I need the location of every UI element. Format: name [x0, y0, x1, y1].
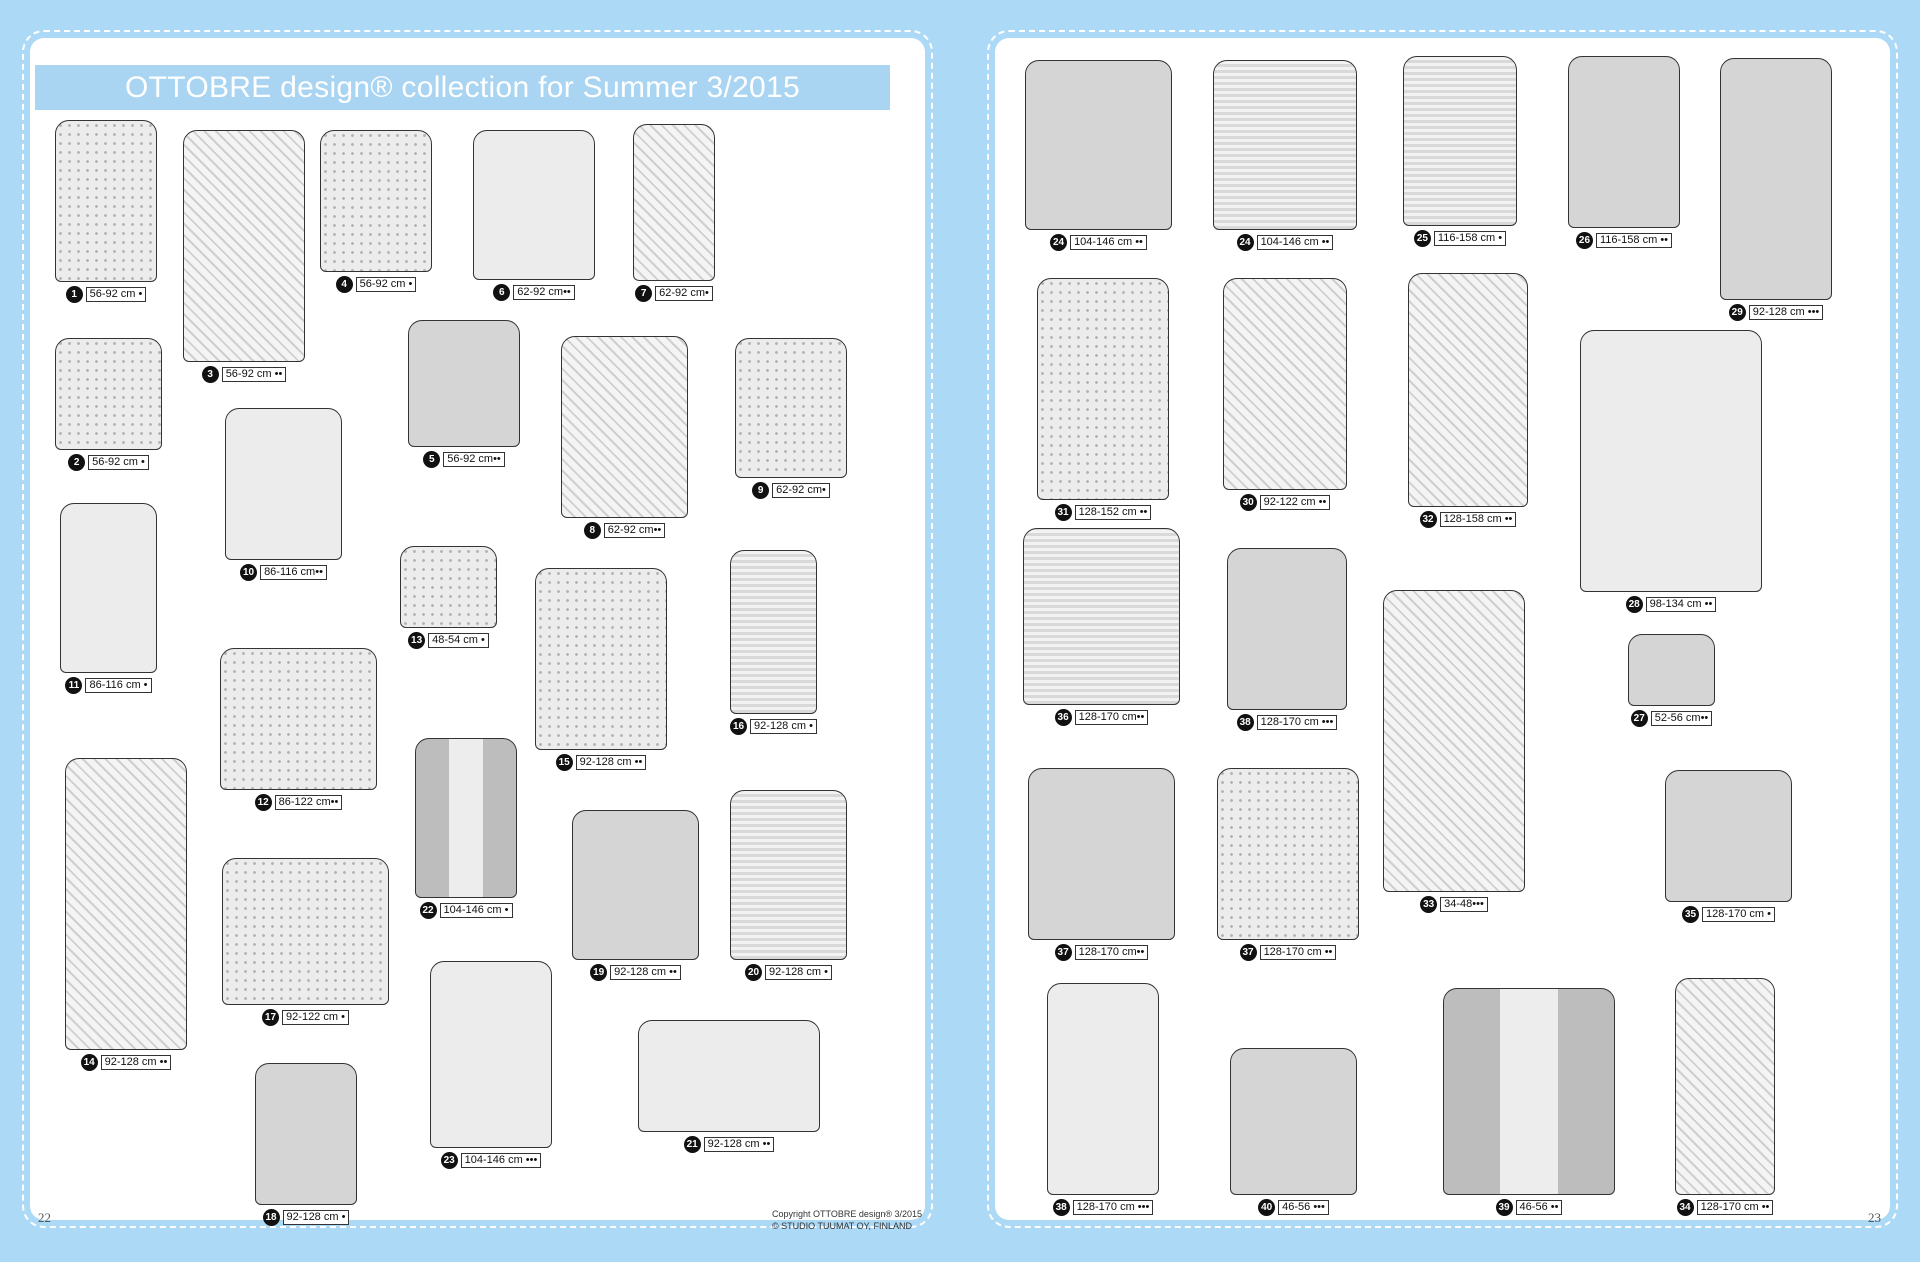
garment-label [240, 564, 327, 581]
garment-illustration [1675, 978, 1775, 1195]
garment-illustration [1023, 528, 1180, 705]
garment-label [556, 754, 647, 771]
garment-illustration [55, 338, 162, 450]
garment-item[interactable] [220, 648, 377, 811]
garment-size: 128-170 cm ••• [1073, 1200, 1154, 1215]
garment-item[interactable] [638, 1020, 820, 1153]
garment-item[interactable] [55, 120, 157, 303]
garment-size: 92-128 cm • [283, 1210, 350, 1225]
garment-size: 62-92 cm• [655, 286, 713, 301]
garment-item[interactable] [1217, 768, 1359, 961]
garment-item[interactable] [1230, 1048, 1357, 1216]
garment-size: 104-146 cm ••• [461, 1153, 542, 1168]
page-number-left: 22 [38, 1210, 51, 1225]
garment-size: 92-128 cm •• [704, 1137, 775, 1152]
garment-label [255, 794, 343, 811]
garment-illustration [1628, 634, 1715, 706]
garment-number: 20 [745, 964, 762, 981]
garment-label [423, 451, 505, 468]
garment-label [408, 632, 489, 649]
garment-label [1677, 1199, 1774, 1216]
garment-item[interactable] [1675, 978, 1775, 1216]
garment-size: 128-158 cm •• [1440, 512, 1517, 527]
garment-number: 16 [730, 718, 747, 735]
garment-illustration [561, 336, 688, 518]
garment-item[interactable] [65, 758, 187, 1071]
garment-label [1414, 230, 1506, 247]
garment-number: 1 [66, 286, 83, 303]
garment-number: 33 [1420, 896, 1437, 913]
garment-number: 27 [1631, 710, 1648, 727]
garment-illustration [55, 120, 157, 282]
garment-illustration [1227, 548, 1347, 710]
garment-item[interactable] [633, 124, 715, 302]
garment-label [493, 284, 575, 301]
garment-number: 32 [1420, 511, 1437, 528]
garment-label [66, 286, 147, 303]
garment-size: 92-128 cm ••• [1749, 305, 1824, 320]
garment-label [1420, 511, 1517, 528]
garment-number: 12 [255, 794, 272, 811]
garment-label [1055, 709, 1149, 726]
garment-illustration [1223, 278, 1347, 490]
garment-label [1240, 944, 1337, 961]
garment-item[interactable] [1443, 988, 1615, 1216]
garment-number: 24 [1237, 234, 1254, 251]
garment-illustration [1213, 60, 1357, 230]
garment-number: 25 [1414, 230, 1431, 247]
garment-label [1626, 596, 1717, 613]
garment-item[interactable] [1580, 330, 1762, 613]
garment-label [752, 482, 830, 499]
garment-item[interactable] [1028, 768, 1175, 961]
garment-size: 92-128 cm •• [576, 755, 647, 770]
garment-size: 98-134 cm •• [1646, 597, 1717, 612]
garment-number: 38 [1053, 1199, 1070, 1216]
garment-illustration [1665, 770, 1792, 902]
garment-label [1055, 944, 1149, 961]
garment-illustration [1443, 988, 1615, 1195]
garment-label [262, 1009, 349, 1026]
garment-item[interactable] [1665, 770, 1792, 923]
garment-illustration [1408, 273, 1528, 507]
garment-item[interactable] [320, 130, 432, 293]
copyright-line-1: Copyright OTTOBRE design® 3/2015 [772, 1209, 923, 1219]
garment-size: 92-122 cm •• [1260, 495, 1331, 510]
garment-illustration [1047, 983, 1159, 1195]
garment-number: 23 [441, 1152, 458, 1169]
garment-illustration [65, 758, 187, 1050]
garment-number: 29 [1729, 304, 1746, 321]
garment-illustration [400, 546, 497, 628]
garment-illustration [1403, 56, 1517, 226]
garment-size: 46-56 •• [1516, 1200, 1563, 1215]
garment-illustration [1720, 58, 1832, 300]
garment-item[interactable] [572, 810, 699, 981]
garment-illustration [222, 858, 389, 1005]
garment-size: 86-116 cm•• [260, 565, 327, 580]
garment-size: 104-146 cm •• [1070, 235, 1147, 250]
garment-number: 28 [1626, 596, 1643, 613]
right-page [995, 38, 1890, 1220]
garment-item[interactable] [408, 320, 520, 468]
garment-size: 128-170 cm•• [1075, 710, 1149, 725]
garment-number: 21 [684, 1136, 701, 1153]
garment-item[interactable] [60, 503, 157, 694]
garment-size: 56-92 cm • [86, 287, 147, 302]
garment-size: 128-170 cm•• [1075, 945, 1149, 960]
garment-number: 17 [262, 1009, 279, 1026]
garment-item[interactable] [1720, 58, 1832, 321]
garment-size: 92-128 cm •• [101, 1055, 172, 1070]
page-number-right: 23 [1868, 1210, 1881, 1225]
garment-item[interactable] [1213, 60, 1357, 251]
garment-label [65, 677, 151, 694]
garment-size: 92-122 cm • [282, 1010, 349, 1025]
garment-number: 3 [202, 366, 219, 383]
garment-size: 116-158 cm •• [1596, 233, 1672, 248]
garment-illustration [1037, 278, 1169, 500]
garment-item[interactable] [1047, 983, 1159, 1216]
garment-illustration [633, 124, 715, 281]
garment-item[interactable] [222, 858, 389, 1026]
garment-label [263, 1209, 350, 1226]
garment-number: 13 [408, 632, 425, 649]
garment-item[interactable] [473, 130, 595, 301]
garment-item[interactable] [730, 550, 817, 735]
garment-illustration [535, 568, 667, 750]
garment-number: 11 [65, 677, 82, 694]
garment-label [1240, 494, 1331, 511]
garment-size: 128-152 cm •• [1075, 505, 1152, 520]
garment-label [730, 718, 817, 735]
garment-size: 34-48••• [1440, 897, 1488, 912]
copyright-line-2: © STUDIO TUUMAT OY, FINLAND [772, 1221, 912, 1231]
copyright-notice [772, 1208, 922, 1232]
garment-label [441, 1152, 542, 1169]
garment-number: 40 [1258, 1199, 1275, 1216]
garment-item[interactable] [415, 738, 517, 919]
garment-size: 52-56 cm•• [1651, 711, 1713, 726]
garment-label [68, 454, 149, 471]
garment-number: 19 [590, 964, 607, 981]
garment-item[interactable] [1023, 528, 1180, 726]
garment-illustration [1568, 56, 1680, 228]
garment-label [1258, 1199, 1329, 1216]
garment-item[interactable] [1037, 278, 1169, 521]
garment-number: 35 [1682, 906, 1699, 923]
garment-size: 128-170 cm • [1702, 907, 1775, 922]
garment-label [635, 285, 713, 302]
garment-label [590, 964, 681, 981]
garment-number: 37 [1240, 944, 1257, 961]
garment-number: 38 [1237, 714, 1254, 731]
garment-label [584, 522, 666, 539]
garment-size: 128-170 cm •• [1260, 945, 1337, 960]
garment-size: 86-116 cm • [85, 678, 151, 693]
garment-size: 104-146 cm • [440, 903, 513, 918]
garment-number: 6 [493, 284, 510, 301]
garment-number: 39 [1496, 1199, 1513, 1216]
garment-size: 56-92 cm • [356, 277, 417, 292]
garment-label [202, 366, 287, 383]
garment-number: 8 [584, 522, 601, 539]
garment-item[interactable] [1408, 273, 1528, 528]
garment-item[interactable] [1223, 278, 1347, 511]
garment-illustration [1230, 1048, 1357, 1195]
garment-label [1055, 504, 1152, 521]
garment-item[interactable] [1025, 60, 1172, 251]
garment-illustration [730, 550, 817, 714]
garment-label [1631, 710, 1713, 727]
garment-label [745, 964, 832, 981]
garment-illustration [473, 130, 595, 280]
garment-label [1237, 234, 1334, 251]
garment-size: 128-170 cm •• [1697, 1200, 1774, 1215]
garment-number: 34 [1677, 1199, 1694, 1216]
garment-item[interactable] [535, 568, 667, 771]
garment-size: 116-158 cm • [1434, 231, 1506, 246]
garment-size: 128-170 cm ••• [1257, 715, 1338, 730]
garment-item[interactable] [1628, 634, 1715, 727]
garment-illustration [408, 320, 520, 447]
garment-number: 4 [336, 276, 353, 293]
garment-size: 46-56 ••• [1278, 1200, 1329, 1215]
garment-item[interactable] [255, 1063, 357, 1226]
garment-illustration [1028, 768, 1175, 940]
garment-illustration [730, 790, 847, 960]
garment-number: 15 [556, 754, 573, 771]
collection-banner: OTTOBRE design® collection for Summer 3/2015 [35, 65, 890, 110]
garment-number: 31 [1055, 504, 1072, 521]
garment-size: 48-54 cm • [428, 633, 489, 648]
garment-number: 2 [68, 454, 85, 471]
garment-item[interactable] [561, 336, 688, 539]
garment-illustration [1580, 330, 1762, 592]
garment-illustration [183, 130, 305, 362]
garment-label [1729, 304, 1824, 321]
garment-illustration [735, 338, 847, 478]
garment-illustration [430, 961, 552, 1148]
garment-label [420, 902, 513, 919]
garment-number: 5 [423, 451, 440, 468]
garment-label [336, 276, 417, 293]
garment-item[interactable] [1227, 548, 1347, 731]
garment-illustration [225, 408, 342, 560]
garment-number: 14 [81, 1054, 98, 1071]
garment-number: 37 [1055, 944, 1072, 961]
garment-label [1420, 896, 1488, 913]
garment-size: 56-92 cm•• [443, 452, 505, 467]
garment-item[interactable] [735, 338, 847, 499]
garment-illustration [255, 1063, 357, 1205]
garment-illustration [1025, 60, 1172, 230]
garment-number: 26 [1576, 232, 1593, 249]
garment-item[interactable] [1383, 590, 1525, 913]
garment-number: 7 [635, 285, 652, 302]
garment-illustration [1217, 768, 1359, 940]
garment-label [1496, 1199, 1563, 1216]
garment-number: 30 [1240, 494, 1257, 511]
garment-illustration [60, 503, 157, 673]
garment-size: 62-92 cm•• [604, 523, 666, 538]
garment-illustration [1383, 590, 1525, 892]
garment-size: 62-92 cm• [772, 483, 830, 498]
garment-item[interactable] [55, 338, 162, 471]
garment-size: 92-128 cm • [750, 719, 817, 734]
garment-number: 36 [1055, 709, 1072, 726]
garment-item[interactable] [430, 961, 552, 1169]
garment-number: 9 [752, 482, 769, 499]
garment-item[interactable] [1568, 56, 1680, 249]
garment-label [1682, 906, 1775, 923]
garment-label [1053, 1199, 1154, 1216]
garment-size: 104-146 cm •• [1257, 235, 1334, 250]
garment-label [1576, 232, 1672, 249]
garment-number: 10 [240, 564, 257, 581]
garment-illustration [320, 130, 432, 272]
garment-size: 86-122 cm•• [275, 795, 343, 810]
garment-item[interactable] [730, 790, 847, 981]
garment-number: 22 [420, 902, 437, 919]
garment-item[interactable] [183, 130, 305, 383]
garment-item[interactable] [225, 408, 342, 581]
garment-label [1237, 714, 1338, 731]
garment-item[interactable] [400, 546, 497, 649]
garment-number: 18 [263, 1209, 280, 1226]
garment-label [81, 1054, 172, 1071]
left-page [30, 38, 925, 1231]
garment-illustration [638, 1020, 820, 1132]
garment-label [684, 1136, 775, 1153]
garment-number: 24 [1050, 234, 1067, 251]
garment-illustration [220, 648, 377, 790]
garment-size: 62-92 cm•• [513, 285, 575, 300]
garment-size: 56-92 cm • [88, 455, 149, 470]
garment-size: 56-92 cm •• [222, 367, 287, 382]
garment-size: 92-128 cm • [765, 965, 832, 980]
garment-label [1050, 234, 1147, 251]
garment-item[interactable] [1403, 56, 1517, 247]
garment-illustration [415, 738, 517, 898]
garment-size: 92-128 cm •• [610, 965, 681, 980]
garment-illustration [572, 810, 699, 960]
